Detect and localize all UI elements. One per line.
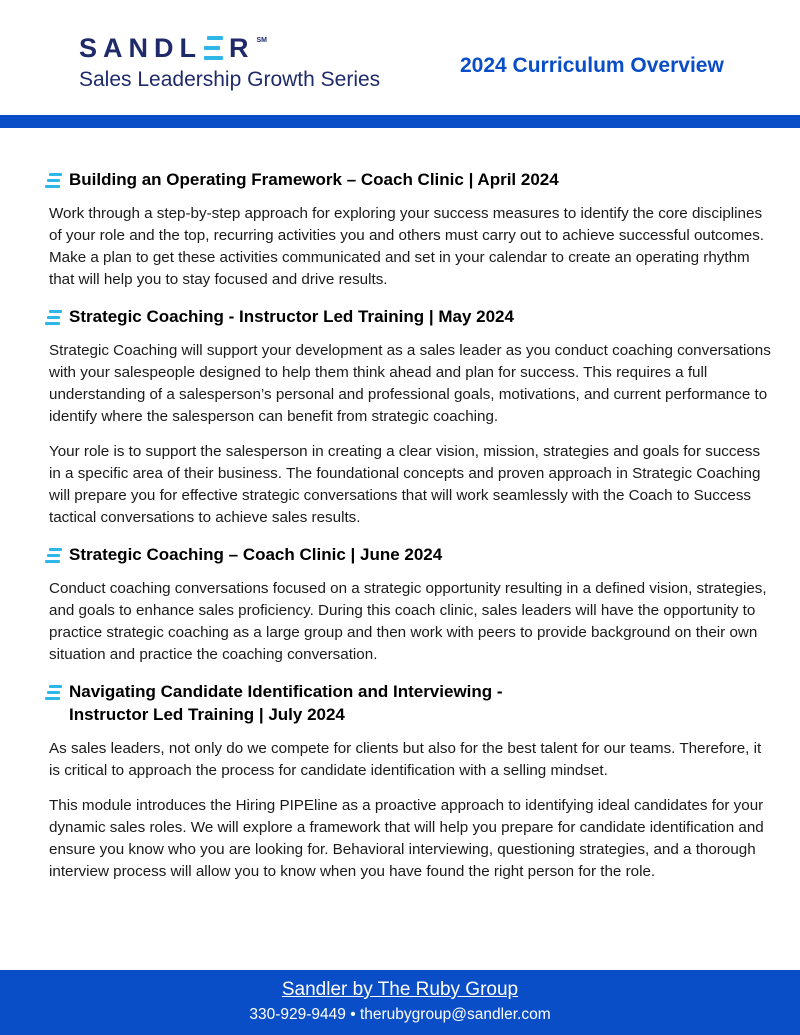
section-title-line-2: Instructor Led Training | July 2024 — [69, 705, 345, 724]
section-title: Strategic Coaching – Coach Clinic | June 2024 — [69, 545, 443, 564]
header-divider-bar — [0, 115, 800, 128]
contact-info: 330-929-9449 • therubygroup@sandler.com — [249, 1006, 551, 1023]
section-paragraph: Strategic Coaching will support your development as a sales leader as you conduct coaching conversations with your salespeople designed to help them think ahead and plan for success. This requires a full understanding of a salesperson’s personal and professional goals, motivations, and current performance to identify where the salesperson can benefit from strategic coaching. — [49, 342, 771, 425]
section-paragraph: Your role is to support the salesperson in creating a clear vision, mission, strategies and goals for success in a specific area of their business. The foundational concepts and proven approach in Strategic Coaching will prepare you for effective strategic conversations that will work seamlessly with the Coach to Success tactical conversations to achieve sales results. — [49, 443, 761, 526]
bullet-lines-icon — [45, 548, 64, 565]
section-heading — [49, 680, 771, 726]
section-paragraph: Work through a step-by-step approach for exploring your success measures to identify the core disciplines of your role and the top, recurring activities you and others must carry out to achieve successful outcomes. Make a plan to get these activities communicated and set in your calendar to create an operating rhythm that will help you to stay focused and drive results. — [49, 205, 765, 288]
page-header — [0, 0, 800, 115]
section-paragraph: Conduct coaching conversations focused on a strategic opportunity resulting in a defined vision, strategies, and goals to enhance sales proficiency. During this coach clinic, sales leaders will have the opportunity to practice strategic coaching as a large group and then work with peers to provide background on their own situation and practice the coaching conversation. — [49, 580, 767, 663]
service-mark: SM — [256, 37, 267, 44]
bullet-lines-icon — [45, 310, 64, 327]
section-heading — [49, 168, 771, 191]
section-title-line-1: Navigating Candidate Identification and Interviewing - — [69, 682, 503, 701]
logo-text-end: R — [229, 33, 255, 63]
section-candidate-identification — [49, 680, 771, 883]
section-title — [69, 680, 503, 726]
section-heading — [49, 305, 771, 328]
page-footer — [0, 970, 800, 1035]
section-paragraph: As sales leaders, not only do we compete for clients but also for the best talent for our teams. Therefore, it is critical to approach the process for candidate identification with a selling mindset. — [49, 740, 762, 779]
document-title: 2024 Curriculum Overview — [460, 54, 724, 77]
company-link[interactable]: Sandler by The Ruby Group — [281, 979, 519, 1000]
curriculum-content — [49, 168, 771, 897]
section-paragraph: This module introduces the Hiring PIPEline as a proactive approach to identifying ideal candidates for your dynamic sales roles. We will explore a framework that will help you prepare for candidate identification and ensure you know who you are looking for. Behavioral interviewing, questioning strategies, and a thorough interview process will allow you to know when you have found the right person for the role. — [49, 797, 764, 880]
section-heading — [49, 543, 771, 566]
bullet-lines-icon — [45, 173, 64, 190]
sandler-logo — [79, 33, 267, 63]
logo-e-icon — [204, 36, 223, 60]
section-title: Building an Operating Framework – Coach Clinic | April 2024 — [69, 170, 559, 189]
section-title: Strategic Coaching - Instructor Led Training | May 2024 — [69, 307, 514, 326]
section-operating-framework — [49, 168, 771, 291]
section-strategic-coaching-clinic — [49, 543, 771, 666]
series-subtitle: Sales Leadership Growth Series — [79, 68, 381, 91]
logo-text: SANDL — [79, 33, 202, 63]
bullet-lines-icon — [45, 685, 64, 702]
section-strategic-coaching-training — [49, 305, 771, 529]
